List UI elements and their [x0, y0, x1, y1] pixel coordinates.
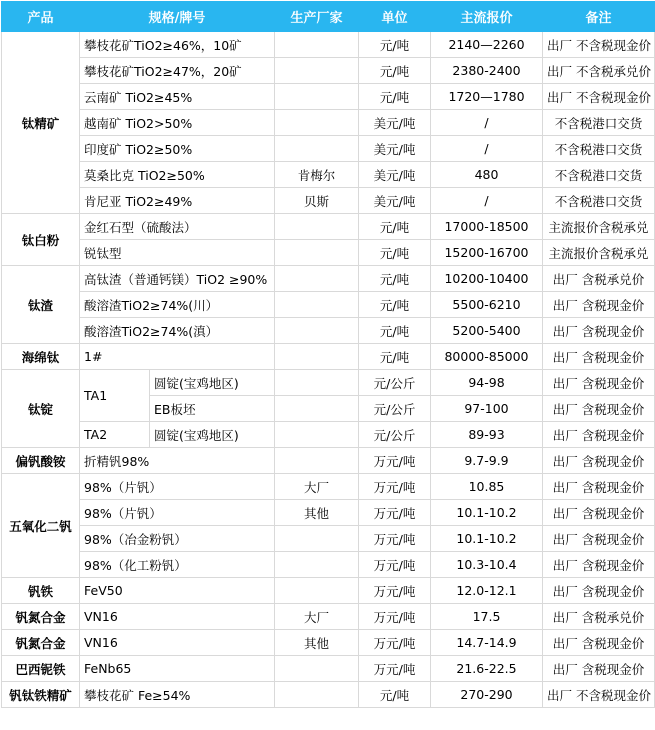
unit-cell: 元/吨 [359, 318, 431, 344]
table-row [2, 422, 655, 448]
product-group-cell: 海绵钛 [2, 344, 80, 370]
price-cell: 21.6-22.5 [431, 656, 543, 682]
header-row [2, 2, 655, 32]
spec-cell: 印度矿 TiO2≥50% [80, 136, 275, 162]
table-row [2, 240, 655, 266]
note-cell: 出厂 含税现金价 [543, 630, 655, 656]
note-cell: 主流报价含税承兑 [543, 214, 655, 240]
unit-cell: 万元/吨 [359, 500, 431, 526]
unit-cell: 万元/吨 [359, 578, 431, 604]
note-cell: 出厂 含税承兑价 [543, 266, 655, 292]
note-cell: 出厂 含税现金价 [543, 396, 655, 422]
note-cell: 出厂 含税现金价 [543, 500, 655, 526]
unit-cell: 元/吨 [359, 292, 431, 318]
unit-cell: 元/吨 [359, 344, 431, 370]
product-group-cell: 钛渣 [2, 266, 80, 344]
spec-cell: FeNb65 [80, 656, 275, 682]
note-cell: 主流报价含税承兑 [543, 240, 655, 266]
product-group-cell: 五氧化二钒 [2, 474, 80, 578]
product-group-cell: 钛精矿 [2, 32, 80, 214]
maker-cell [275, 214, 359, 240]
spec-cell: 攀枝花矿 Fe≥54% [80, 682, 275, 708]
unit-cell: 元/吨 [359, 214, 431, 240]
table-row [2, 630, 655, 656]
unit-cell: 美元/吨 [359, 136, 431, 162]
maker-cell [275, 344, 359, 370]
spec-cell: 肯尼亚 TiO2≥49% [80, 188, 275, 214]
unit-cell: 万元/吨 [359, 474, 431, 500]
note-cell: 出厂 含税现金价 [543, 422, 655, 448]
maker-cell: 贝斯 [275, 188, 359, 214]
spec-cell: VN16 [80, 630, 275, 656]
spec-cell: 98%（片钒） [80, 474, 275, 500]
price-cell: 17.5 [431, 604, 543, 630]
price-cell: 1720—1780 [431, 84, 543, 110]
price-cell: 10.85 [431, 474, 543, 500]
spec-grade-cell: TA1 [80, 370, 150, 422]
maker-cell [275, 58, 359, 84]
product-group-cell: 钛锭 [2, 370, 80, 448]
spec-cell: 1# [80, 344, 275, 370]
price-cell: / [431, 136, 543, 162]
price-cell: 2140—2260 [431, 32, 543, 58]
maker-cell [275, 656, 359, 682]
unit-cell: 元/公斤 [359, 396, 431, 422]
note-cell: 出厂 不含税现金价 [543, 682, 655, 708]
maker-cell [275, 32, 359, 58]
note-cell: 出厂 含税现金价 [543, 344, 655, 370]
unit-cell: 元/吨 [359, 84, 431, 110]
maker-cell [275, 136, 359, 162]
maker-cell [275, 526, 359, 552]
unit-cell: 元/吨 [359, 682, 431, 708]
price-cell: 89-93 [431, 422, 543, 448]
note-cell: 出厂 含税现金价 [543, 578, 655, 604]
spec-detail-cell: 圆锭(宝鸡地区) [150, 370, 275, 396]
price-cell: 10.1-10.2 [431, 500, 543, 526]
product-group-cell: 钒铁 [2, 578, 80, 604]
table-row [2, 214, 655, 240]
column-header-product: 产品 [2, 2, 80, 32]
table-row [2, 266, 655, 292]
note-cell: 出厂 含税现金价 [543, 526, 655, 552]
product-group-cell: 钒钛铁精矿 [2, 682, 80, 708]
price-cell: 5200-5400 [431, 318, 543, 344]
table-row [2, 370, 655, 396]
maker-cell [275, 448, 359, 474]
table-row [2, 110, 655, 136]
note-cell: 出厂 含税现金价 [543, 448, 655, 474]
product-group-cell: 钒氮合金 [2, 630, 80, 656]
note-cell: 出厂 不含税承兑价 [543, 58, 655, 84]
maker-cell [275, 370, 359, 396]
note-cell: 出厂 不含税现金价 [543, 84, 655, 110]
price-cell: 10.3-10.4 [431, 552, 543, 578]
unit-cell: 元/吨 [359, 240, 431, 266]
spec-cell: 98%（片钒） [80, 500, 275, 526]
spec-cell: 云南矿 TiO2≥45% [80, 84, 275, 110]
maker-cell [275, 552, 359, 578]
column-header-unit: 单位 [359, 2, 431, 32]
table-row [2, 188, 655, 214]
spec-cell: 攀枝花矿TiO2≥46%，10矿 [80, 32, 275, 58]
maker-cell [275, 578, 359, 604]
unit-cell: 万元/吨 [359, 526, 431, 552]
maker-cell: 其他 [275, 500, 359, 526]
spec-cell: 高钛渣（普通钙镁）TiO2 ≥90% [80, 266, 275, 292]
note-cell: 出厂 含税现金价 [543, 370, 655, 396]
note-cell: 出厂 含税现金价 [543, 552, 655, 578]
note-cell: 出厂 含税现金价 [543, 292, 655, 318]
spec-detail-cell: 圆锭(宝鸡地区) [150, 422, 275, 448]
unit-cell: 元/公斤 [359, 370, 431, 396]
maker-cell [275, 240, 359, 266]
product-group-cell: 巴西铌铁 [2, 656, 80, 682]
unit-cell: 万元/吨 [359, 656, 431, 682]
maker-cell [275, 422, 359, 448]
unit-cell: 元/吨 [359, 32, 431, 58]
maker-cell [275, 266, 359, 292]
table-row [2, 682, 655, 708]
spec-cell: VN16 [80, 604, 275, 630]
price-table [1, 1, 655, 708]
spec-cell: 98%（化工粉钒） [80, 552, 275, 578]
note-cell: 出厂 不含税现金价 [543, 32, 655, 58]
table-row [2, 344, 655, 370]
price-cell: 10200-10400 [431, 266, 543, 292]
price-cell: 9.7-9.9 [431, 448, 543, 474]
unit-cell: 元/公斤 [359, 422, 431, 448]
price-cell: 5500-6210 [431, 292, 543, 318]
column-header-spec: 规格/牌号 [80, 2, 275, 32]
note-cell: 不含税港口交货 [543, 162, 655, 188]
spec-cell: 金红石型（硫酸法） [80, 214, 275, 240]
table-row [2, 474, 655, 500]
table-row [2, 292, 655, 318]
table-row [2, 656, 655, 682]
spec-cell: 锐钛型 [80, 240, 275, 266]
price-cell: 270-290 [431, 682, 543, 708]
table-row [2, 448, 655, 474]
spec-cell: 酸溶渣TiO2≥74%(川） [80, 292, 275, 318]
price-cell: 80000-85000 [431, 344, 543, 370]
table-row [2, 604, 655, 630]
note-cell: 出厂 含税现金价 [543, 474, 655, 500]
table-header [2, 2, 655, 32]
maker-cell [275, 682, 359, 708]
unit-cell: 万元/吨 [359, 552, 431, 578]
unit-cell: 万元/吨 [359, 630, 431, 656]
table-row [2, 32, 655, 58]
product-group-cell: 偏钒酸铵 [2, 448, 80, 474]
unit-cell: 美元/吨 [359, 110, 431, 136]
maker-cell [275, 84, 359, 110]
spec-cell: 莫桑比克 TiO2≥50% [80, 162, 275, 188]
maker-cell: 其他 [275, 630, 359, 656]
maker-cell: 大厂 [275, 474, 359, 500]
unit-cell: 元/吨 [359, 266, 431, 292]
maker-cell [275, 396, 359, 422]
spec-cell: 攀枝花矿TiO2≥47%，20矿 [80, 58, 275, 84]
note-cell: 出厂 含税承兑价 [543, 604, 655, 630]
table-row [2, 136, 655, 162]
table-row [2, 552, 655, 578]
unit-cell: 万元/吨 [359, 448, 431, 474]
column-header-maker: 生产厂家 [275, 2, 359, 32]
note-cell: 出厂 含税现金价 [543, 656, 655, 682]
column-header-price: 主流报价 [431, 2, 543, 32]
table-row [2, 58, 655, 84]
note-cell: 不含税港口交货 [543, 188, 655, 214]
spec-cell: 折精钒98% [80, 448, 275, 474]
table-row [2, 526, 655, 552]
price-cell: / [431, 188, 543, 214]
spec-cell: 98%（冶金粉钒） [80, 526, 275, 552]
column-header-note: 备注 [543, 2, 655, 32]
unit-cell: 美元/吨 [359, 162, 431, 188]
spec-cell: 越南矿 TiO2>50% [80, 110, 275, 136]
maker-cell: 肯梅尔 [275, 162, 359, 188]
table-row [2, 500, 655, 526]
spec-detail-cell: EB板坯 [150, 396, 275, 422]
spec-cell: 酸溶渣TiO2≥74%(滇） [80, 318, 275, 344]
table-row [2, 318, 655, 344]
price-cell: 14.7-14.9 [431, 630, 543, 656]
spec-cell: FeV50 [80, 578, 275, 604]
maker-cell [275, 110, 359, 136]
maker-cell [275, 318, 359, 344]
product-group-cell: 钛白粉 [2, 214, 80, 266]
price-cell: / [431, 110, 543, 136]
unit-cell: 美元/吨 [359, 188, 431, 214]
maker-cell: 大厂 [275, 604, 359, 630]
unit-cell: 元/吨 [359, 58, 431, 84]
price-cell: 12.0-12.1 [431, 578, 543, 604]
product-group-cell: 钒氮合金 [2, 604, 80, 630]
spec-grade-cell: TA2 [80, 422, 150, 448]
table-row [2, 162, 655, 188]
price-cell: 94-98 [431, 370, 543, 396]
table-row [2, 578, 655, 604]
unit-cell: 万元/吨 [359, 604, 431, 630]
price-cell: 480 [431, 162, 543, 188]
maker-cell [275, 292, 359, 318]
price-cell: 17000-18500 [431, 214, 543, 240]
note-cell: 不含税港口交货 [543, 136, 655, 162]
price-cell: 15200-16700 [431, 240, 543, 266]
price-cell: 97-100 [431, 396, 543, 422]
price-cell: 10.1-10.2 [431, 526, 543, 552]
note-cell: 不含税港口交货 [543, 110, 655, 136]
table-row [2, 84, 655, 110]
price-cell: 2380-2400 [431, 58, 543, 84]
note-cell: 出厂 含税现金价 [543, 318, 655, 344]
table-body [2, 32, 655, 708]
